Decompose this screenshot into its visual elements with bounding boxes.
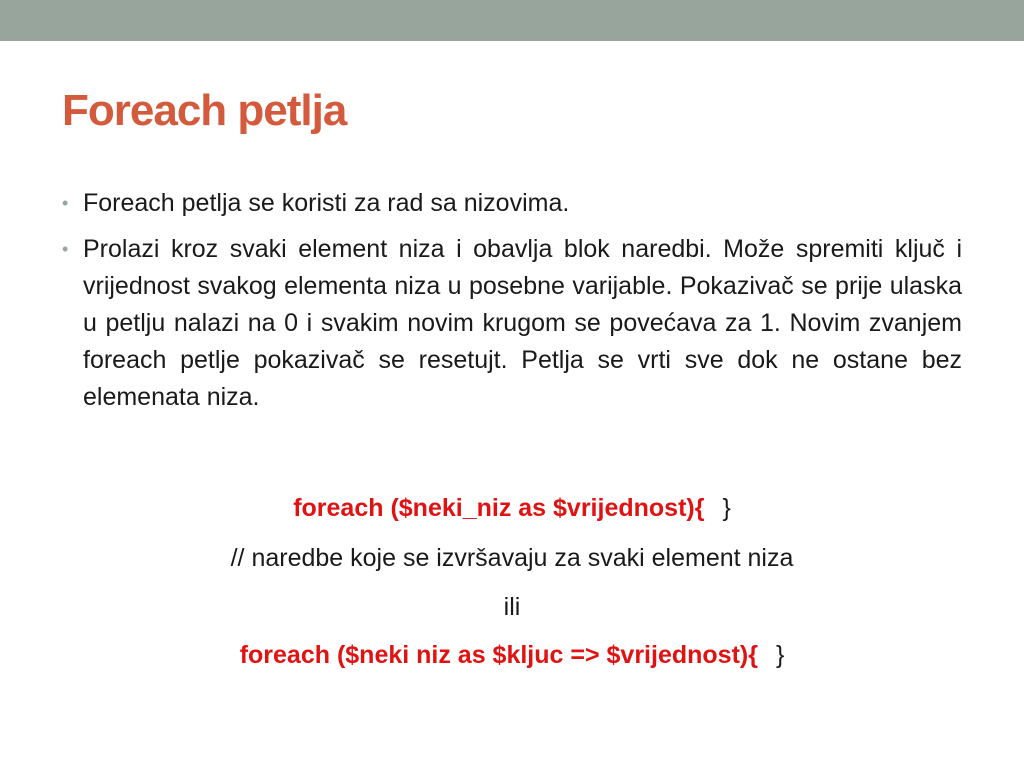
bullet-text: Prolazi kroz svaki element niza i obavlja blok naredbi. Može spremiti ključ i vrijednost svakog elementa niza u posebne varijable. Pokazivač se prije ulaska u petlju nalazi na 0 i svakim novim krugom se povećava za 1. Novim zvanjem foreach petlje pokazivač se resetujt. Petlja se vrti sve dok ne ostane bez elemenata niza. <box>83 235 962 411</box>
code-example-2 <box>0 637 1024 674</box>
or-separator: ili <box>503 593 521 621</box>
bullet-item <box>62 185 962 222</box>
slide-title: Foreach petlja <box>62 86 347 135</box>
closing-brace: } <box>722 494 731 522</box>
closing-brace: } <box>775 641 785 669</box>
bullet-item <box>62 231 962 416</box>
slide-content <box>62 185 962 425</box>
code-snippet-foreach-value: foreach ($neki_niz as $vrijednost){ <box>293 494 705 522</box>
bullet-dot-icon: • <box>62 193 69 213</box>
code-snippet-foreach-key-value: foreach ($neki niz as $kljuc => $vrijednost){ <box>239 641 758 669</box>
bullet-dot-icon: • <box>62 239 69 259</box>
top-accent-bar <box>0 0 1024 41</box>
code-example-1 <box>0 490 1024 527</box>
code-comment: // naredbe koje se izvršavaju za svaki element niza <box>230 544 794 572</box>
bullet-text: Foreach petlja se koristi za rad sa nizovima. <box>83 189 570 217</box>
